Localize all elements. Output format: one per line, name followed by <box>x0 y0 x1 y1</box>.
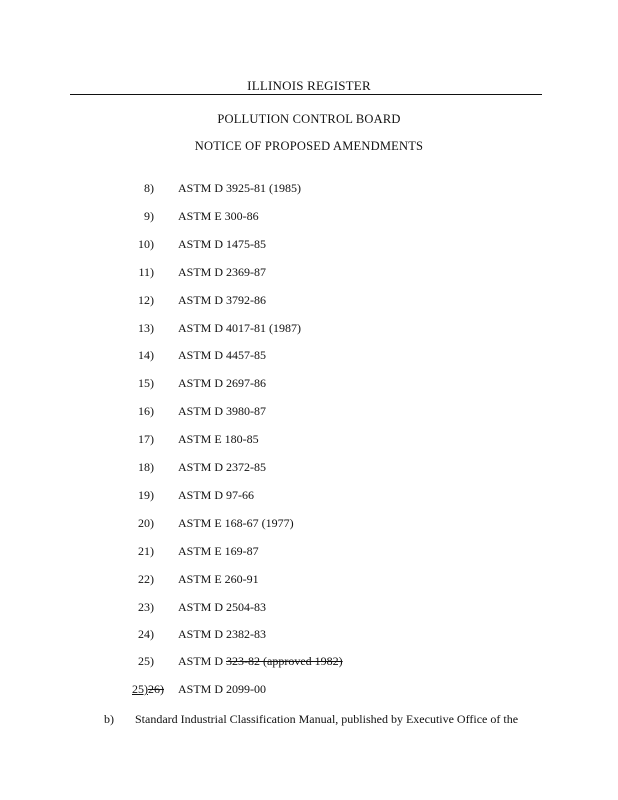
list-item-text: ASTM D 2382-83 <box>178 627 267 642</box>
list-item-text: ASTM E 180-85 <box>178 432 259 447</box>
list-item-number: 8) <box>144 181 154 195</box>
list-item-number: 15) <box>138 376 154 391</box>
list-item-number: 16) <box>138 404 154 419</box>
notice-heading: NOTICE OF PROPOSED AMENDMENTS <box>194 139 424 153</box>
list-item-text: ASTM D 4457-85 <box>178 348 267 363</box>
list-item-number: 10) <box>138 236 154 251</box>
list-item-number: 9) <box>144 208 154 223</box>
list-item-text: ASTM D 1475-85 <box>178 236 267 251</box>
list-item-number: 11) <box>138 264 154 279</box>
list-item-number: 20) <box>138 515 154 530</box>
list-item-text: ASTM D 97-66 <box>178 487 255 502</box>
list-item-text: ASTM D 2504-83 <box>178 599 267 614</box>
list-item-number: 17) <box>138 432 154 447</box>
list-item-text: ASTM E 300-86 <box>178 208 259 223</box>
list-item-text: ASTM D 2372-85 <box>178 460 267 474</box>
list-item-number-new: 25) <box>132 682 148 696</box>
list-item-text: ASTM D 4017-81 (1987) <box>178 320 301 335</box>
register-title: ILLINOIS REGISTER <box>247 78 371 93</box>
list-item-number: 12) <box>138 292 154 307</box>
header-rule <box>70 94 542 95</box>
list-item-number: 23) <box>138 599 154 614</box>
list-item-number: 25) <box>138 654 154 668</box>
list-item-text: ASTM E 168-67 (1977) <box>178 515 294 530</box>
list-item-text: ASTM D 3980-87 <box>178 404 267 419</box>
list-item-number-old: 26) <box>148 682 164 696</box>
list-item-text <box>178 654 343 669</box>
list-item-text: ASTM D 2369-87 <box>178 264 267 279</box>
list-item-number: 14) <box>138 348 154 363</box>
list-item-text-struck: 323-82 (approved 1982) <box>226 654 343 668</box>
list-item-text: ASTM D 2697-86 <box>178 376 267 391</box>
paragraph-b-text: Standard Industrial Classification Manual, published by Executive Office of the <box>135 712 519 726</box>
list-item-text: ASTM E 169-87 <box>178 543 259 558</box>
list-item-text-plain: ASTM D <box>178 654 224 668</box>
list-item-text: ASTM D 2099-00 <box>178 682 267 696</box>
paragraph-b-label: b) <box>104 712 114 726</box>
list-item-number: 13) <box>138 320 154 335</box>
list-item-number: 19) <box>138 487 154 502</box>
list-item-number: 24) <box>138 627 154 642</box>
list-item-text: ASTM D 3925-81 (1985) <box>178 181 301 195</box>
list-item-number: 22) <box>138 571 154 586</box>
agency-heading: POLLUTION CONTROL BOARD <box>217 112 401 126</box>
list-item-number: 18) <box>138 460 154 474</box>
list-item-number: 21) <box>138 543 154 558</box>
list-item-number <box>132 682 164 697</box>
list-item-text: ASTM D 3792-86 <box>178 292 267 307</box>
list-item-text: ASTM E 260-91 <box>178 571 259 586</box>
